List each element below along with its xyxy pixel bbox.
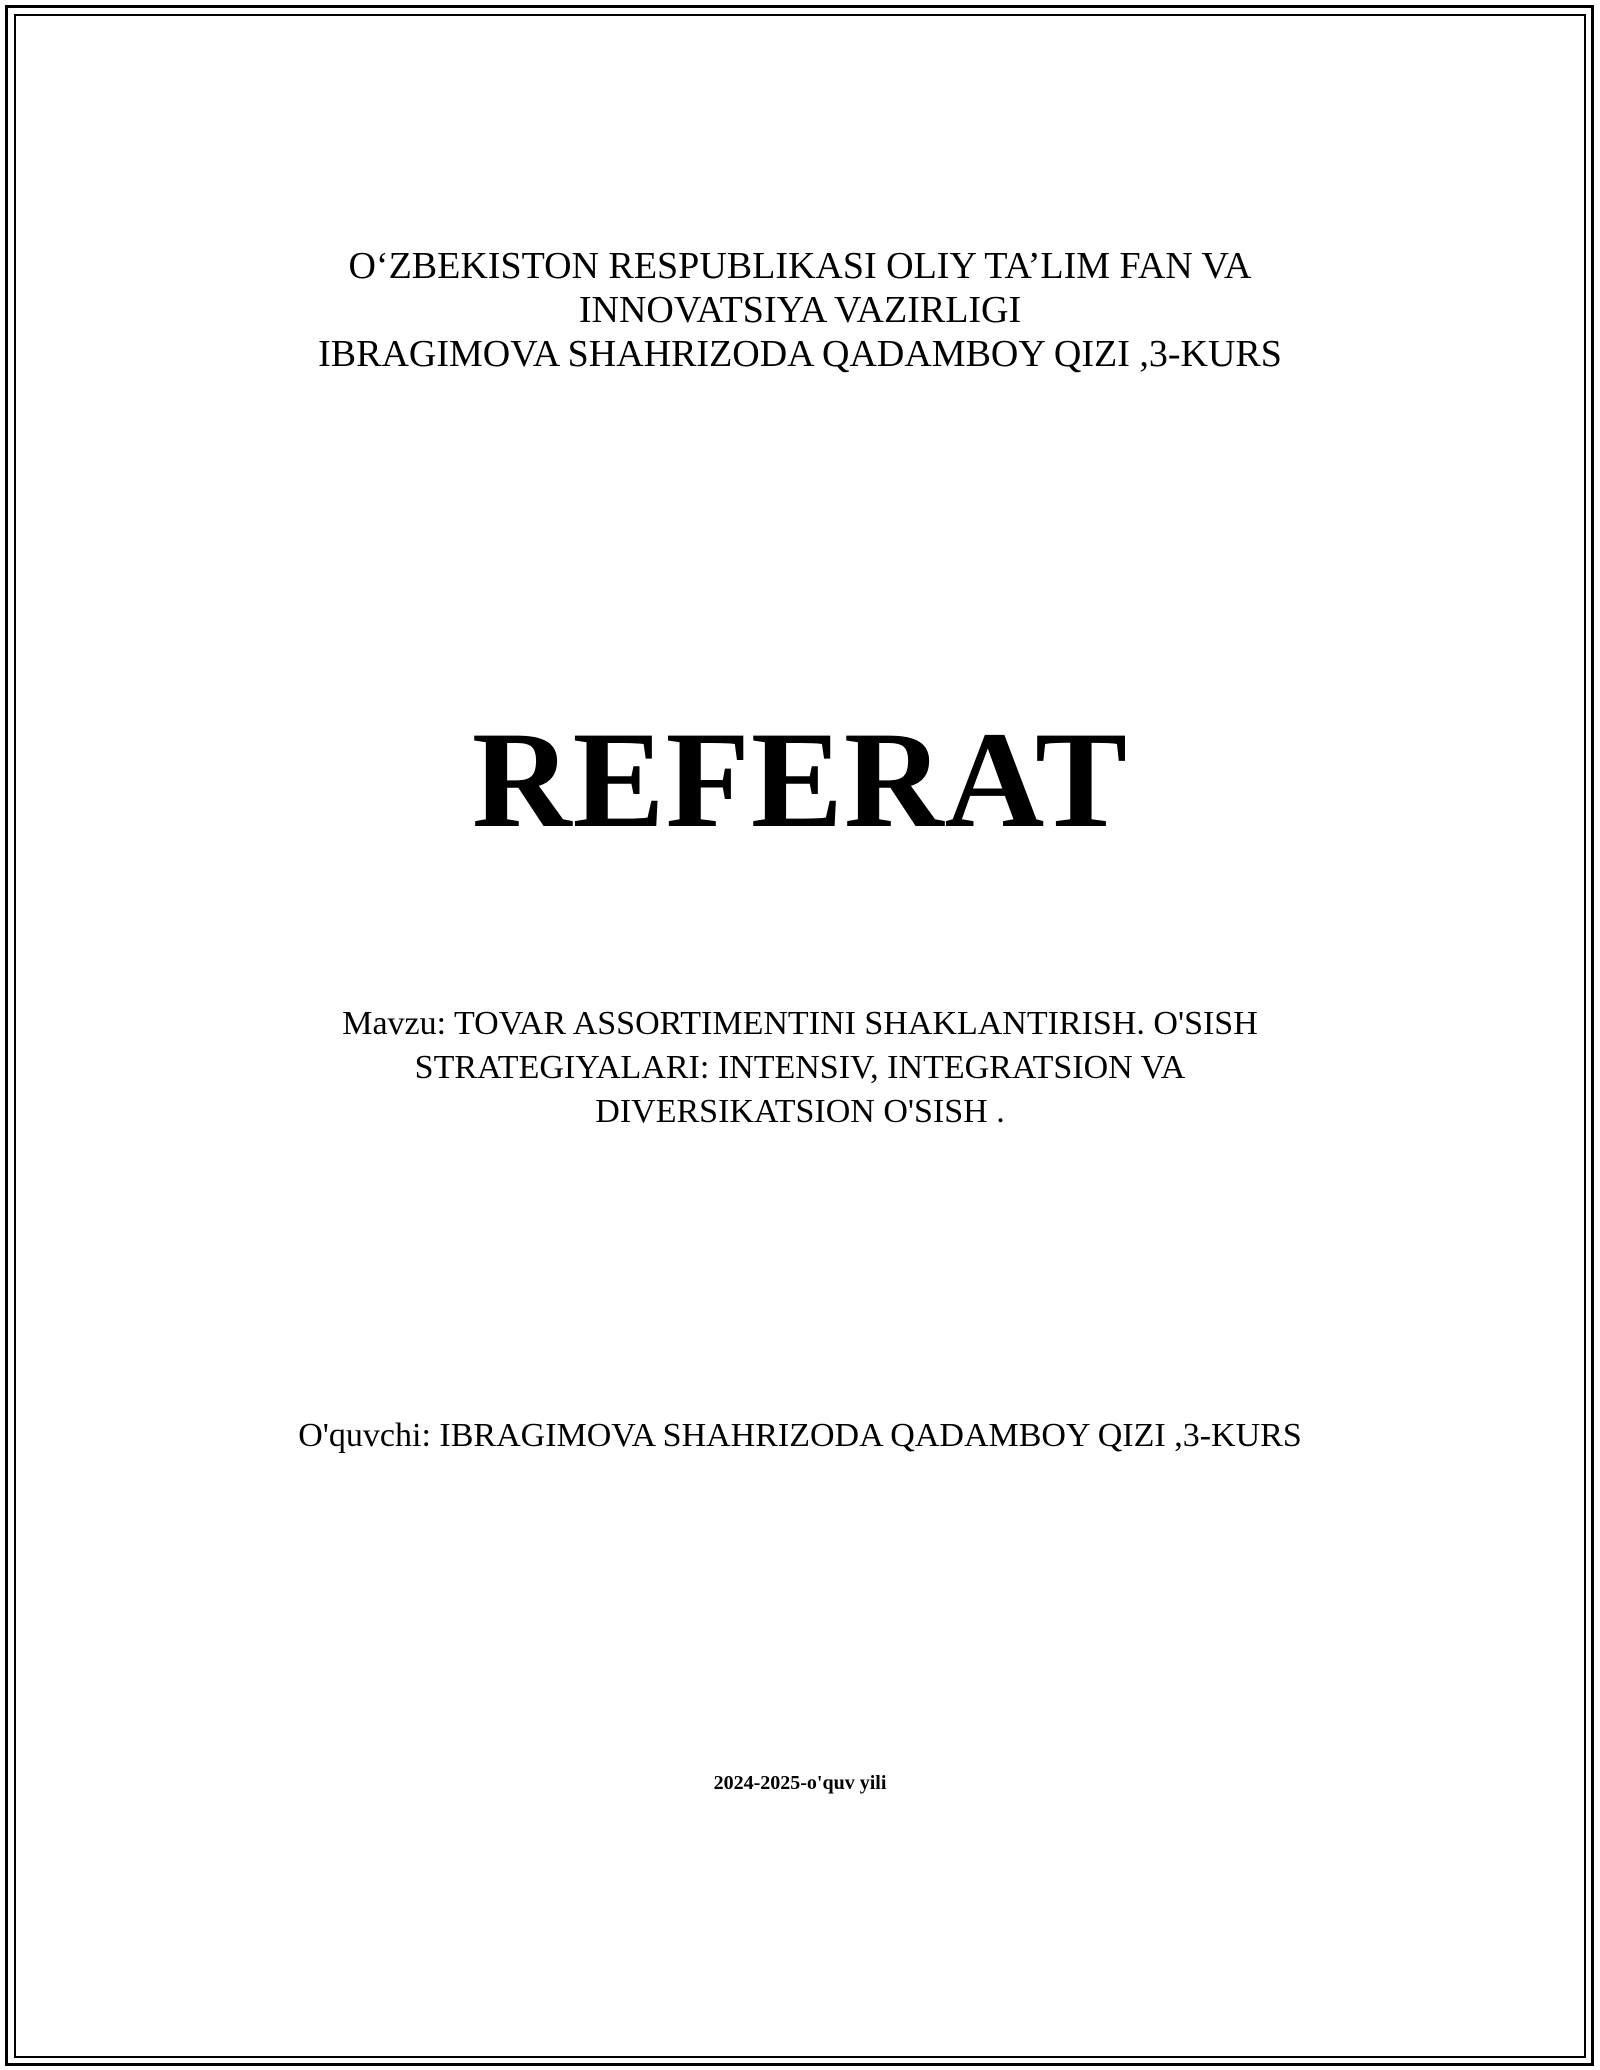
- student-info: O'quvchi: IBRAGIMOVA SHAHRIZODA QADAMBOY QIZI ,3-KURS: [298, 1417, 1302, 1454]
- topic-line-2: STRATEGIYALARI: INTENSIV, INTEGRATSION VA: [414, 1049, 1186, 1086]
- academic-year: 2024-2025-o'quv yili: [713, 1772, 887, 1794]
- topic-section: [0, 1002, 1600, 1134]
- topic-line-1: Mavzu: TOVAR ASSORTIMENTINI SHAKLANTIRISH. O'SISH: [342, 1005, 1258, 1042]
- document-title: REFERAT: [471, 703, 1129, 856]
- header-line-1: O‘ZBEKISTON RESPUBLIKASI OLIY TA’LIM FAN VA: [348, 245, 1252, 287]
- topic-line-3: DIVERSIKATSION O'SISH .: [595, 1093, 1005, 1130]
- header-line-2: INNOVATSIYA VAZIRLIGI: [578, 289, 1022, 331]
- header-line-3: IBRAGIMOVA SHAHRIZODA QADAMBOY QIZI ,3-KURS: [318, 333, 1282, 375]
- ministry-header: [0, 244, 1600, 376]
